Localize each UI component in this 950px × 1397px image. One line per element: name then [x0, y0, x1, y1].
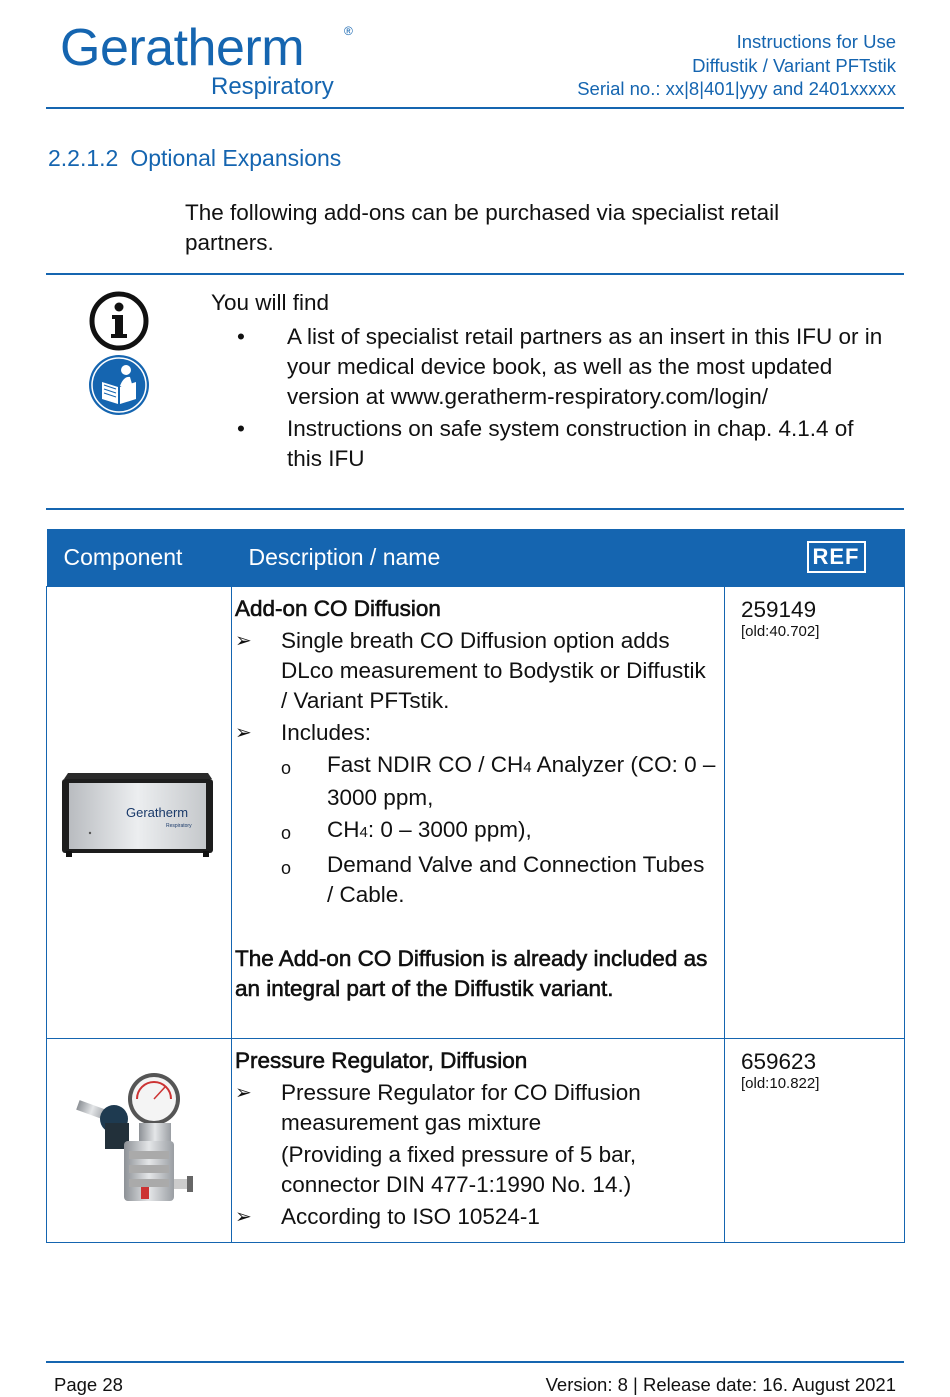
sub-text: Demand Valve and Connection Tubes / Cable. — [327, 851, 705, 907]
product-name: Diffustik / Variant PFTstik — [692, 54, 896, 76]
arrow-bullet-icon: ➢ — [235, 629, 252, 652]
item-title: Add-on CO Diffusion — [235, 595, 441, 621]
bullet-icon: • — [237, 324, 245, 349]
item-text: According to ISO 10524-1 — [281, 1203, 540, 1229]
info-list — [237, 322, 887, 476]
table-row — [47, 1038, 905, 1242]
ref-old-number: [old:40.702] — [741, 622, 820, 640]
ref-cell — [725, 586, 905, 1038]
circle-bullet-icon: o — [281, 857, 292, 878]
logo-registered-mark: ® — [344, 24, 353, 38]
list-item — [281, 850, 716, 910]
sub-text: : 0 – 3000 ppm), — [367, 816, 532, 842]
info-item-text: A list of specialist retail partners as an insert in this IFU or in your medical device book, as well as the most updated version at www.geratherm-respiratory.com/login/ — [287, 324, 883, 409]
item-text: Single breath CO Diffusion option adds DLco measurement to Bodystik or Diffustik / Variant PFTstik. — [281, 627, 706, 713]
ref-old-number: [old:10.822] — [741, 1074, 820, 1092]
list-item — [237, 322, 887, 412]
item-text: Pressure Regulator for CO Diffusion measurement gas mixture — [281, 1079, 641, 1135]
bullet-icon: • — [237, 416, 245, 441]
subscript: 4 — [359, 823, 368, 841]
component-image-cell — [47, 586, 232, 1038]
item-extra-text: (Providing a fixed pressure of 5 bar, connector DIN 477-1:1990 No. 14.) — [281, 1141, 637, 1197]
sub-list — [235, 750, 716, 910]
ref-number: 659623 — [741, 1048, 817, 1074]
ref-number: 259149 — [741, 596, 817, 622]
component-description-cell — [232, 1038, 725, 1242]
geratherm-logo — [60, 20, 360, 102]
footer-rule — [46, 1361, 904, 1363]
read-manual-icon — [88, 354, 150, 416]
info-item-text: Instructions on safe system construction in chap. 4.1.4 of this IFU — [287, 416, 854, 471]
co-analyzer-device-image — [60, 767, 215, 859]
integration-note: The Add-on CO Diffusion is already included as an integral part of the Diffustik variant. — [235, 945, 708, 1001]
component-description-cell — [232, 586, 725, 1038]
circle-bullet-icon: o — [281, 757, 292, 778]
sub-text: CH — [327, 816, 360, 842]
arrow-item — [235, 1202, 716, 1232]
logo-wordmark: Geratherm — [60, 19, 305, 77]
header-ref — [725, 529, 905, 586]
doc-type: Instructions for Use — [736, 31, 896, 52]
sub-text: Analyzer (CO: 0 – 3000 ppm, — [327, 751, 716, 810]
section-heading — [48, 145, 341, 172]
logo-subtitle: Respiratory — [211, 73, 334, 100]
arrow-item — [235, 718, 716, 748]
pressure-regulator-image — [69, 1069, 199, 1219]
subscript: 4 — [523, 758, 532, 776]
page-number: Page 28 — [54, 1374, 123, 1395]
ref-cell — [725, 1038, 905, 1242]
list-item — [281, 750, 716, 813]
item-title: Pressure Regulator, Diffusion — [235, 1047, 528, 1073]
ref-icon: REF — [807, 541, 866, 573]
arrow-bullet-icon: ➢ — [235, 1081, 252, 1104]
component-image-cell — [47, 1038, 232, 1242]
device-brand-label: Geratherm — [126, 804, 189, 820]
info-box-bottom-rule — [46, 508, 904, 510]
arrow-item — [235, 626, 716, 716]
table-header-row — [47, 529, 905, 586]
section-title: Optional Expansions — [130, 145, 342, 171]
table-row — [47, 586, 905, 1038]
header-description: Description / name — [232, 529, 725, 586]
arrow-item — [235, 1078, 716, 1200]
item-text: Includes: — [281, 719, 372, 745]
circle-bullet-icon: o — [281, 822, 292, 843]
section-number: 2.2.1.2 — [48, 145, 119, 171]
arrow-bullet-icon: ➢ — [235, 721, 252, 744]
serial-number: Serial no.: xx|8|401|yyy and 2401xxxxx — [577, 78, 896, 99]
version-info: Version: 8 | Release date: 16. August 2021 — [545, 1374, 896, 1395]
info-box-top-rule — [46, 273, 904, 275]
arrow-bullet-icon: ➢ — [235, 1205, 252, 1228]
list-item — [281, 815, 716, 848]
device-sub-label: Respiratory — [166, 822, 192, 829]
intro-paragraph: The following add-ons can be purchased via specialist retail partners. — [185, 200, 780, 255]
header-info — [577, 30, 896, 101]
list-item — [237, 414, 887, 474]
info-icon — [88, 290, 150, 352]
header-rule — [46, 107, 904, 109]
info-lead-text: You will find — [211, 290, 329, 315]
sub-text: Fast NDIR CO / CH — [327, 751, 524, 777]
header-component: Component — [47, 529, 232, 586]
components-table — [46, 529, 905, 1243]
